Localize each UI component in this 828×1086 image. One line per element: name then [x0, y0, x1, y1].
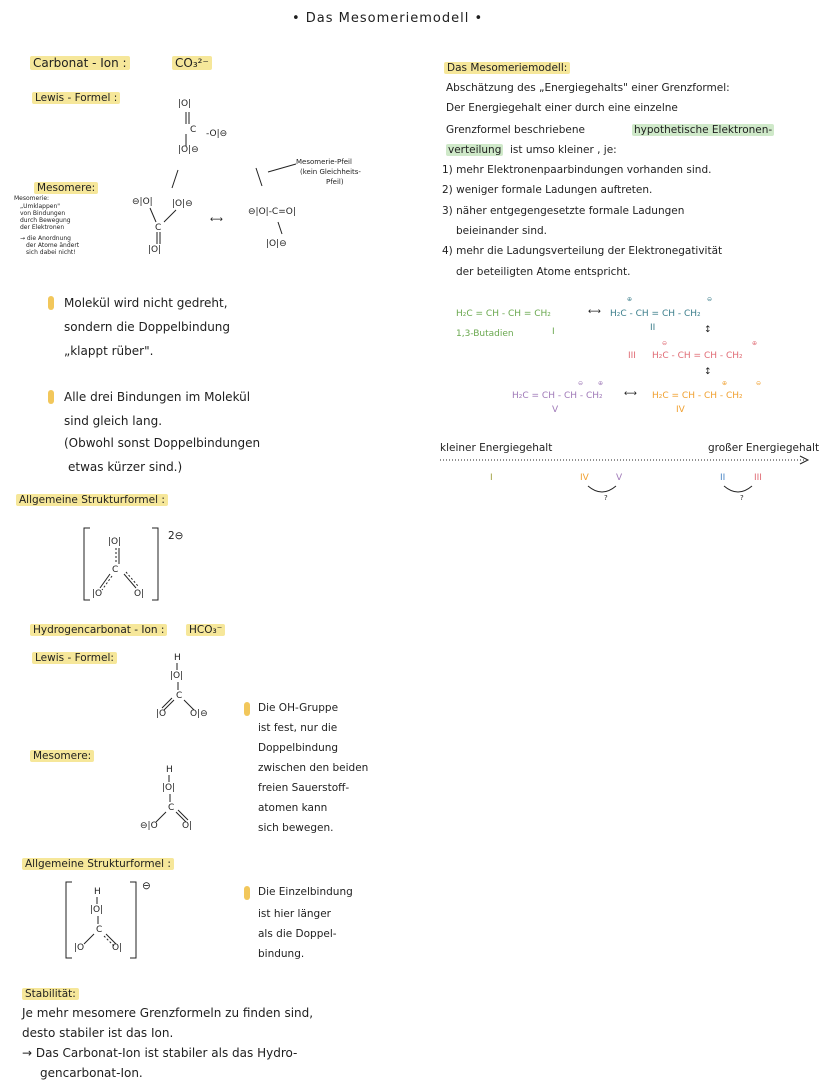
note4-line2: ist hier länger	[258, 908, 331, 920]
mesomer-l-o1: ⊖|O|	[132, 197, 153, 207]
mesomere-note-5: der Elektronen	[20, 224, 65, 231]
butadien-n4: IV	[676, 405, 685, 415]
allg2-o: |O|	[90, 905, 104, 915]
page-title: • Das Mesomeriemodell •	[292, 11, 484, 26]
exchange-arc	[724, 486, 752, 492]
scale-right-label: großer Energiegehalt	[708, 442, 820, 454]
butadien-f2: H₂C - CH = CH - CH₂	[610, 309, 701, 319]
allg2-h: H	[94, 887, 101, 897]
mesomere-note-4: durch Bewegung	[20, 217, 71, 224]
mesomerie-pfeil-label-2: (kein Gleichheits-	[300, 168, 361, 176]
mesomer-l-c: C	[155, 223, 162, 233]
note1-line1: Molekül wird nicht gedreht,	[64, 296, 228, 310]
bond-line	[84, 934, 94, 944]
hco3-c: C	[176, 691, 183, 701]
mesomere-note-2: „Umklappen"	[20, 203, 61, 210]
mesomer-l-o2: |O|⊖	[172, 199, 193, 209]
intro-line1: Abschätzung des „Energiegehalts" einer Grenzformel:	[446, 82, 730, 94]
note4-line4: bindung.	[258, 948, 305, 960]
mesomerie-pfeil-label-3: Pfeil)	[326, 178, 344, 186]
stab-line1: Je mehr mesomere Grenzformeln zu finden sind,	[22, 1006, 314, 1020]
butadien-arrow-3: ↕	[704, 367, 712, 377]
mesomer-arrow: ⟷	[210, 215, 223, 225]
arrow-line	[172, 170, 178, 188]
charge-2minus: 2⊖	[168, 530, 184, 542]
allg-heading: Allgemeine Strukturformel :	[16, 494, 168, 507]
rule-4: 4) mehr die Ladungsverteilung der Elektronegativität	[442, 245, 723, 257]
bond-line	[164, 210, 176, 222]
butadien-f1: H₂C = CH - CH = CH₂	[456, 309, 551, 319]
allg-heading-2: Allgemeine Strukturformel :	[22, 858, 174, 871]
hco3m-o-right: O|	[182, 821, 193, 831]
allg-o-left: |O	[92, 589, 103, 599]
butadien-n2: II	[650, 323, 656, 333]
allg-o-right: O|	[134, 589, 145, 599]
note3-line2: ist fest, nur die	[258, 722, 338, 734]
note2-line1: Alle drei Bindungen im Molekül	[64, 390, 251, 404]
butadien-n1: I	[552, 327, 555, 337]
bond-line	[150, 208, 156, 222]
note3-line5: freien Sauerstoff-	[258, 782, 350, 794]
pointer-line	[268, 164, 296, 172]
mesomerie-pfeil-label-1: Mesomerie-Pfeil	[296, 158, 352, 166]
scale-mark-3: III	[754, 473, 762, 483]
atom-o-top: |O|	[178, 99, 192, 109]
hco3-o-right: O|⊖	[190, 709, 208, 719]
rule-3: 3) näher entgegengesetzte formale Ladungen	[442, 205, 685, 217]
intro-line4a: verteilung	[448, 144, 502, 156]
stab-line2: desto stabiler ist das Ion.	[22, 1026, 174, 1040]
mesomer-r-o2: |O|⊖	[266, 239, 287, 249]
butadien-name: 1,3-Butadien	[456, 329, 514, 339]
bracket-left	[84, 528, 90, 600]
scale-mark-4: IV	[580, 473, 589, 483]
hco3-o-left: |O	[156, 709, 167, 719]
question-mark-1: ?	[604, 494, 608, 502]
allg2-o-left: |O	[74, 943, 85, 953]
butadien-f5: H₂C = CH - CH - CH₂	[512, 391, 603, 401]
allg-o-top: |O|	[108, 537, 122, 547]
lewis-label: Lewis - Formel :	[32, 92, 120, 105]
charge-f2b: ⊖	[707, 296, 713, 303]
bond-line	[184, 700, 194, 710]
mesomere-note-8: sich dabei nicht!	[26, 249, 76, 256]
mesomere-note-3: von Bindungen	[20, 210, 66, 217]
note2-line3: (Obwohl sonst Doppelbindungen	[64, 436, 261, 450]
note1-line2: sondern die Doppelbindung	[64, 320, 231, 334]
arrow-line	[256, 168, 262, 186]
hco3m-o: |O|	[162, 783, 176, 793]
rule-2: 2) weniger formale Ladungen auftreten.	[442, 184, 653, 196]
mesomere-note-1: Mesomerie:	[14, 195, 50, 202]
butadien-n3: III	[628, 351, 636, 361]
butadien-arrow-1: ⟷	[588, 307, 601, 317]
exchange-arc	[588, 486, 616, 492]
butadien-arrow-2: ↕	[704, 325, 712, 335]
charge-f3a: ⊖	[662, 340, 668, 347]
intro-line3a: Grenzformel beschriebene	[446, 124, 586, 136]
scale-mark-1: I	[490, 473, 493, 483]
note2-line2: sind gleich lang.	[64, 414, 163, 428]
atom-o-bottom: |O|⊖	[178, 145, 199, 155]
note3-line3: Doppelbindung	[258, 742, 339, 754]
hydrogen-heading: Hydrogencarbonat - Ion :	[30, 624, 167, 637]
hco3-o: |O|	[170, 671, 184, 681]
charge-f2a: ⊕	[627, 296, 633, 303]
intro-line2: Der Energiegehalt einer durch eine einzelne	[446, 102, 678, 114]
carbonat-heading: Carbonat - Ion :	[30, 56, 130, 70]
charge-minus: ⊖	[142, 880, 151, 892]
charge-f5b: ⊕	[598, 380, 604, 387]
intro-line4b: ist umso kleiner , je:	[510, 144, 617, 156]
stab-line4: gencarbonat-Ion.	[40, 1066, 143, 1080]
scale-mark-2: II	[720, 473, 726, 483]
hco3m-c: C	[168, 803, 175, 813]
bracket-right	[152, 528, 158, 600]
note3-line4: zwischen den beiden	[258, 762, 369, 774]
right-heading: Das Mesomeriemodell:	[444, 62, 570, 75]
hco3-h: H	[174, 653, 181, 663]
atom-o-right: -O|⊖	[206, 129, 228, 139]
scale-mark-5: V	[616, 473, 623, 483]
bracket-left	[66, 882, 72, 958]
stab-line3: → Das Carbonat-Ion ist stabiler als das Hydro-	[22, 1046, 298, 1060]
butadien-f3: H₂C - CH = CH - CH₂	[652, 351, 743, 361]
hydrogen-formula: HCO₃⁻	[186, 624, 225, 637]
scale-left-label: kleiner Energiegehalt	[440, 442, 553, 454]
note4-line1: Die Einzelbindung	[258, 886, 353, 898]
rule-3b: beieinander sind.	[456, 225, 547, 237]
mesomere-label: Mesomere:	[34, 182, 98, 195]
carbonat-formula: CO₃²⁻	[172, 56, 212, 70]
bond-line	[278, 222, 282, 234]
note1-line3: „klappt rüber".	[64, 344, 154, 358]
mesomere-note-6: → die Anordnung	[20, 235, 71, 242]
butadien-arrow-4: ⟷	[624, 389, 637, 399]
lewis-label-2: Lewis - Formel:	[32, 652, 117, 665]
mesomere-label-2: Mesomere:	[30, 750, 94, 763]
charge-f4b: ⊖	[756, 380, 762, 387]
allg-c: C	[112, 565, 119, 575]
note2-line4: etwas kürzer sind.)	[68, 460, 183, 474]
bond-line	[156, 812, 166, 822]
note3-line1: Die OH-Gruppe	[258, 702, 339, 714]
allg2-c: C	[96, 925, 103, 935]
atom-c: C	[190, 125, 197, 135]
hco3m-o-left: ⊖|O	[140, 821, 158, 831]
allg2-o-right: O|	[112, 943, 123, 953]
question-mark-2: ?	[740, 494, 744, 502]
mesomere-note-7: der Atome ändert	[26, 242, 80, 249]
rule-1: 1) mehr Elektronenpaarbindungen vorhanden sind.	[442, 164, 712, 176]
rule-4b: der beteiligten Atome entspricht.	[456, 266, 631, 278]
butadien-n5: V	[552, 405, 559, 415]
bracket-right	[130, 882, 136, 958]
note4-line3: als die Doppel-	[258, 928, 337, 940]
charge-f3b: ⊕	[752, 340, 758, 347]
stabilitaet-heading: Stabilität:	[22, 988, 79, 1001]
intro-line3b: hypothetische Elektronen-	[634, 124, 773, 136]
mesomer-l-o3: |O|	[148, 245, 162, 255]
charge-f5a: ⊖	[578, 380, 584, 387]
charge-f4a: ⊕	[722, 380, 728, 387]
butadien-f4: H₂C = CH - CH - CH₂	[652, 391, 743, 401]
note3-line7: sich bewegen.	[258, 822, 334, 834]
hco3m-h: H	[166, 765, 173, 775]
note3-line6: atomen kann	[258, 802, 328, 814]
mesomer-r-o1: ⊖|O|-C=O|	[248, 207, 296, 217]
